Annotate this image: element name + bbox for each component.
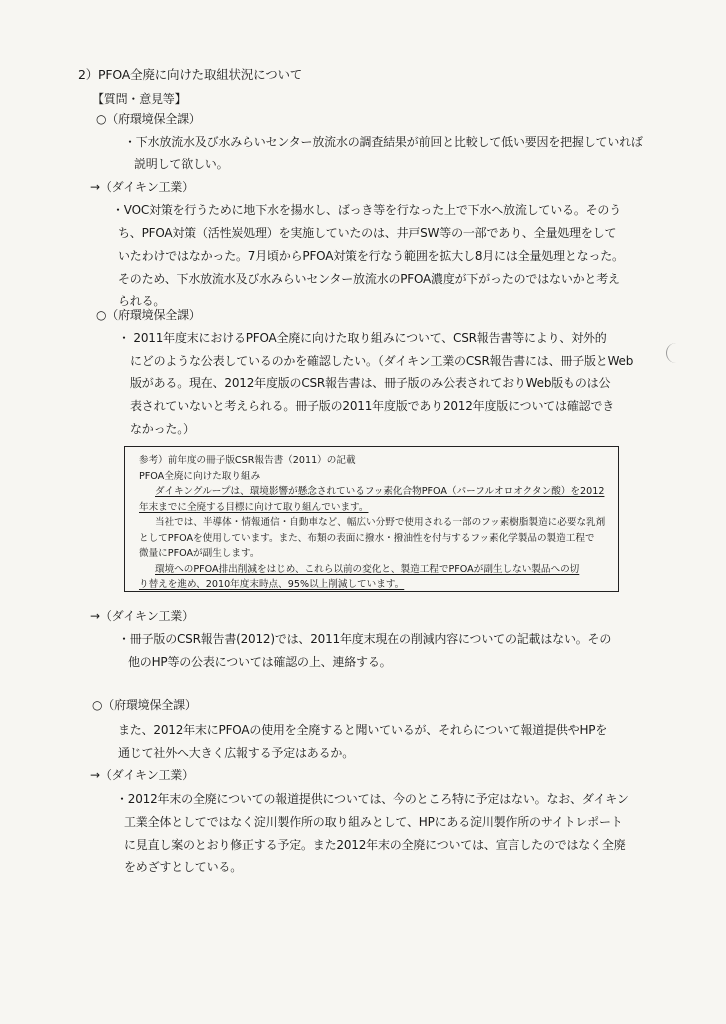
reference-line: ダイキングループは、環境影響が懸念されているフッ素化合物PFOA（パーフルオロオクタン酸）を2012 (155, 486, 605, 497)
reference-title: 参考）前年度の冊子版CSR報告書（2011）の記載 (139, 455, 356, 466)
text-line: にどのような公表しているのかを確認したい。（ダイキン工業のCSR報告書には、冊子版とWeb (130, 354, 634, 368)
text-line: 工業全体としてではなく淀川製作所の取り組みとして、HPにある淀川製作所のサイトレポート (124, 815, 623, 829)
text-line: なかった。） (130, 422, 195, 436)
reference-line: り替えを進め、2010年度末時点、95%以上削減しています。 (139, 579, 405, 590)
text-line: また、2012年末にPFOAの使用を全廃すると聞いているが、それらについて報道提供やHPを (118, 723, 608, 737)
reference-line: 環境へのPFOA排出削減をはじめ、これら以前の変化と、製造工程でPFOAが副生しない製品への切 (155, 563, 580, 575)
text-line: いたわけではなかった。7月頃からPFOA対策を行なう範囲を拡大し8月には全量処理となった。 (118, 249, 624, 263)
text-line: 他のHP等の公表については確認の上、連絡する。 (128, 655, 392, 669)
text-line: 説明して欲しい。 (134, 157, 229, 171)
reference-line: 当社では、半導体・情報通信・自動車など、幅広い分野で使用される一部のフッ素樹脂製造に必要な乳剤 (155, 517, 606, 528)
margin-mark (666, 343, 679, 363)
reference-subtitle: PFOA全廃に向けた取り組み (139, 470, 261, 482)
text-line: ・下水放流水及び水みらいセンター放流水の調査結果が前回と比較して低い要因を把握していれば (124, 135, 643, 149)
speaker-label: →（ダイキン工業） (90, 180, 194, 194)
text-line: ・冊子版のCSR報告書(2012)では、2011年度末現在の削減内容についての記載はない。その (118, 632, 612, 646)
text-line: そのため、下水放流水及び水みらいセンター放流水のPFOA濃度が下がったのではないかと考え (118, 272, 620, 286)
speaker-label: ○（府環境保全課） (96, 308, 201, 322)
text-line: ・2012年末の全廃についての報道提供については、今のところ特に予定はない。なお、ダイキン (116, 792, 629, 806)
speaker-label: →（ダイキン工業） (90, 609, 194, 623)
text-line: 版がある。現在、2012年度版のCSR報告書は、冊子版のみ公表されておりWeb版ものは公 (130, 376, 611, 390)
subheading: 【質問・意見等】 (92, 92, 187, 106)
reference-line: 年末までに全廃する目標に向けて取り組んでいます。 (139, 501, 369, 513)
text-line: ・VOC対策を行うために地下水を揚水し、ばっき等を行なった上で下水へ放流している。そのう (112, 203, 622, 217)
reference-box (124, 446, 619, 592)
reference-line: 微量にPFOAが副生します。 (139, 548, 260, 559)
text-line: 通じて社外へ大きく広報する予定はあるか。 (118, 746, 355, 760)
section-heading: 2）PFOA全廃に向けた取組状況について (78, 67, 303, 82)
text-line: られる。 (118, 294, 166, 308)
text-line: をめざすとしている。 (124, 860, 243, 874)
text-line: ち、PFOA対策（活性炭処理）を実施していたのは、井戸SW等の一部であり、全量処理をして (118, 226, 617, 240)
speaker-label: ○（府環境保全課） (96, 112, 201, 126)
speaker-label: →（ダイキン工業） (90, 768, 194, 782)
text-line: に見直し案のとおり修正する予定。また2012年末の全廃については、宣言したのではなく全廃 (124, 838, 626, 852)
speaker-label: ○（府環境保全課） (92, 698, 197, 712)
text-line: ・ 2011年度末におけるPFOA全廃に向けた取り組みについて、CSR報告書等により、対外的 (118, 331, 607, 345)
reference-line: としてPFOAを使用しています。また、布類の表面に撥水・撥油性を付与するフッ素化学製品の製造工程で (139, 532, 595, 544)
text-line: 表されていないと考えられる。冊子版の2011年度版であり2012年度版については確認でき (130, 399, 615, 413)
